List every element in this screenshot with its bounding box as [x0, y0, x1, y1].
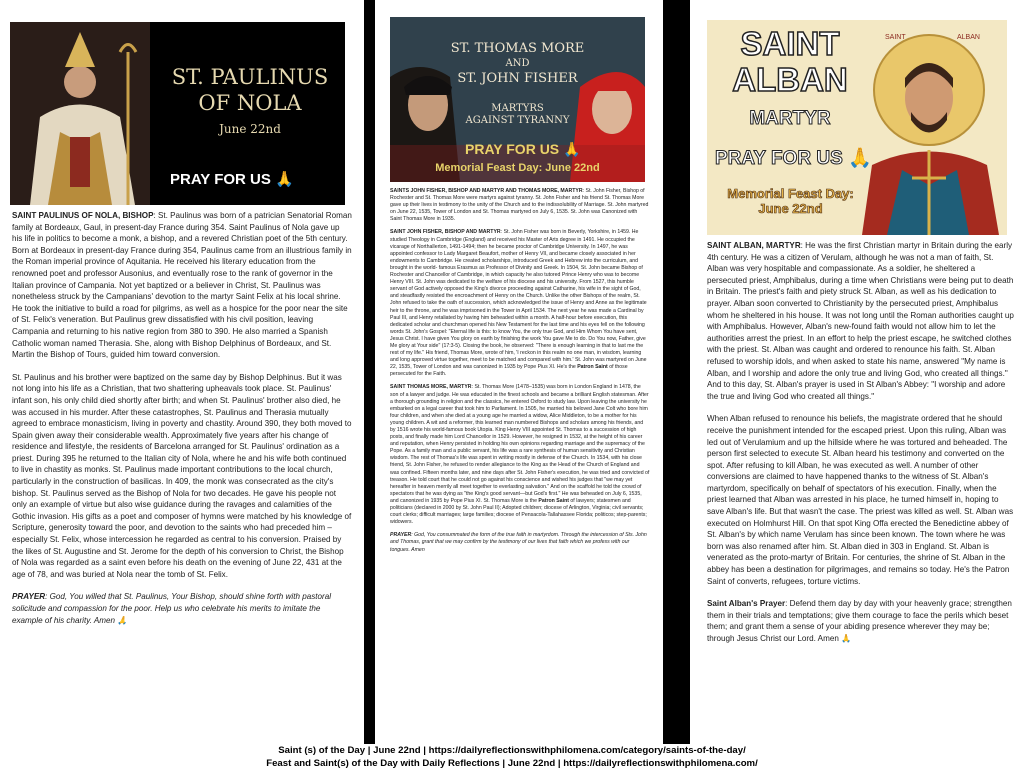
- more-fisher-prayer: [390, 532, 650, 553]
- pray-for-us-row: [715, 146, 915, 170]
- halo-inscription-right: ALBAN: [957, 34, 980, 41]
- banner-title-line1: SAINT: [740, 25, 840, 62]
- banner-feast-day: Memorial Feast Day: June 22nd: [435, 162, 600, 174]
- pray-for-us-row: [465, 141, 605, 158]
- alban-banner: [707, 20, 1007, 235]
- paulinus-heading: SAINT PAULINUS OF NOLA, BISHOP: [12, 211, 154, 220]
- alban-para1-body: : He was the first Christian martyr in Britain during the early 4th century. He was a citizen of Verulam, although he was not a man of faith, St. Alban was very hospitable and compassionate. As a soldier, he sheltered a persecuted priest, Amphibalus, during a time when Christians were being put to death in Britain. The priest's faith and piety struck St. Alban, as well as his dedication to prayer. Alban soon converted to Christianity by the persecuted priest, Amphibalus whom he sheltered in his house. It was not long until the Roman authorities caught up with Amphibalus. However, Alban's new-found faith would not allow him to let the authorities arrest the priest. In an effort to help the priest escape, he switched clothes with the priest. St. Alban was caught and ordered to renounce his faith. St. Alban refused to worship idols, and when asked to state his name, answered "My name is Alban, and I worship and adore the only true and living God, who created all things." And to this day, St. Alban's prayer is used in St Alban's Abbey: "I worship and adore the true and living God who created all things.": [707, 241, 1014, 401]
- footer-line2: Feast and Saint(s) of the Day with Daily Reflections | June 22nd | https://dailyreflectionswithphilomena.com/: [266, 758, 758, 769]
- pray-for-us-row: [170, 170, 345, 188]
- banner-date: June 22nd: [219, 122, 281, 136]
- banner-title-line2: AND: [505, 58, 530, 69]
- intro-heading: SAINTS JOHN FISHER, BISHOP AND MARTYR AND THOMAS MORE, MARTYR: [390, 188, 583, 194]
- more-fisher-banner: [390, 17, 645, 182]
- alban-text: [707, 240, 1015, 656]
- paulinus-para1-body: : St. Paulinus was born of a patrician Senatorial Roman family at Bordeaux, Gaul, in present-day France during 354. Saint Paulinus of Nola gave up his life in politics to become a monk, a bishop, and a revered Christian poet of the 5th century. Born at Bordeaux in present-day France during 354, Paulinus came from an illustrious family in the Roman imperial province of Aquitania. He received his literary education from the renowned poet and professor Ausonius, and eventually rose to the rank of governor in the Italian province of Campania. Not yet baptized or a believer in Christ, St. Paulinus was nonetheless struck by the Campanians' devotion to the martyr Saint Felix at his local shrine. He took the initiative to build a road for pilgrims, as well as a hospice for the poor near the site of St. Felix's veneration. But Paulinus grew dissatisfied with his civil position, leaving Campania and returning to his native region from 380 to 390. He also married a Spanish Catholic woman named Therasia. She, along with Bishop Delphinus of Bordeaux, and St. Martin the Bishop of Tours, guided him toward conversion.: [12, 211, 352, 360]
- pray-for-us-text: PRAY FOR US: [715, 148, 843, 169]
- more-fisher-prayer-body: : God, You consummated the form of the true faith in martyrdom. Through the intercession of Sts. John and Thomas, grant that we may confirm by the testimony of our lives that faith which we profess with our tongues. Amen: [390, 532, 647, 553]
- john-fisher-body: : St. John Fisher was born in Beverly, Yorkshire, in 1459. He studied Theology in Cambridge (England) and received his Master of Arts degree in 1491. He occupied the vicarage of Northallerton, 1491-1494; then he became proctor of Cambridge University. In 1497, he was appointed confessor to Lady Margaret Beaufort, mother of Henry VII, and became closely associated in her endowments to Cambridge. He created scholarships, introduced Greek and Hebrew into the curriculum, and brought in the world- famous Erasmus as Professor of Divinity and Greek. In 1504, St. John became Bishop of Rochester and Chancellor of Cambridge, in which capacity he also tutored Prince Henry who was to become Henry VIII. St. John was dedicated to the welfare of his diocese and his university. From 1527, this humble servant of God actively opposed the King's divorce proceeding against Catharine, his wife in the sight of God, and steadfastly resisted the encroachment of Henry on the Church. Unlike the other Bishops of the realm, St. John refused to take the oath of succession, which acknowledged the issue of Henry and Anne as the legitimate heir to the throne, and he was imprisoned in the Tower in April 1534. The next year he was made a Cardinal by Paul III, and Henry retaliated by having him beheaded within a month. A half-hour before execution, this dedicated scholar and churchman opened his New Testament for the last time and his eyes fell on the following words St. John's Gospel: "Eternal life is this: to know You, the only true God, and Him Whom You have sent, Jesus Christ. I have given You glory on earth by finishing the work You gave Me to do. Do You now, Father, give Me glory at Your side" (17:3-5). Closing the book, he observed: "There is enough learning in that to last me the rest of my life." His friend, Thomas More, wrote of him, 'I reckon in this realm no one man, in wisdom, learning and long approved virtue together, meet to be matched and compared with him.' St. John was martyred on June 22, 1535, Tower of London and was canonized in 1935 by Pope Pius XI. He's the: [390, 229, 647, 371]
- praying-hands-icon: 🙏: [848, 148, 872, 169]
- john-fisher-end: of those persecuted for the Faith.: [390, 364, 628, 378]
- prayer-label: PRAYER: [390, 532, 412, 539]
- footer-caption: [0, 744, 1024, 773]
- paulinus-para1: [12, 210, 352, 361]
- pray-for-us-text: PRAY FOR US: [170, 171, 271, 188]
- intro-body: : St. John Fisher, Bishop of Rochester and St. Thomas More were martyrs against tyranny. St. John Fisher and his friend St. Thomas More gave up their lives in testimony to the unity of the Church and to the indissolubility of Marriage. St. John martyred on June 22, 1535, Tower of London and St. Thomas martyred on July 6, 1535. St. John was Canonized with Saint Thomas More in 1935.: [390, 188, 649, 223]
- pray-for-us-text: PRAY FOR US: [465, 141, 560, 157]
- banner-title-line1: ST. PAULINUS: [171, 65, 329, 89]
- banner-title-line2: OF NOLA: [198, 91, 302, 115]
- alban-heading: SAINT ALBAN, MARTYR: [707, 241, 801, 250]
- panel-st-alban: [690, 0, 1024, 744]
- praying-hands-icon: 🙏: [275, 171, 294, 188]
- paulinus-para2: St. Paulinus and his brother were baptized on the same day by Bishop Delphinus. But it was not long into his life as a Christian, that two shattering upheavals took place. St. Paulinus' infant son, his only child died shortly after birth; and when St. Paulinus' brother also died, he was accused in his murder. After these catastrophes, St. Paulinus and Therasia mutually agreed to embrace monasticism, living in poverty and chastity. Around 390, they both moved to Spain given away their considerable wealth. Approximately five years after his change of residence and lifestyle, the residents of Barcelona arranged for St. Paulinus' ordination as a priest. During 395 he returned to the Italian city of Nola, where he and his wife both continued to live in chastity as monks. St. Paulinus made important contributions to the local church, particularly in the construction of basilicas. In 409, the monk was consecrated as the city's bishop. St. Paulinus served as the Bishop of Nola for two decades. He gave his people not only an example of virtue but also wise guidance during the ravages and calamities of the Gothic invasion. His gifts as a poet and composer of hymns were matched by his knowledge of Scripture, generosity toward the poor, and devotion to the saints who had preceded him – especially St. Felix, whose intercession he regarded as central to his conversion. Praised by the likes of St. Augustine and St. Jerome for the depth of his conversion to Christ, the Bishop of Nola was regarded as a saint even before his death on the evening of June 22, 431 at the age of 78, and was buried at Nola near the tomb of St. Felix.: [12, 372, 352, 579]
- thomas-more-body: : St. Thomas More (1478–1535) was born in London England in 1478, the son of a lawyer and judge. He was educated in the finest schools and became a brilliant English statesman. After a thorough grounding in religion and the classics, he entered Oxford to study law. Upon leaving the university he embarked on a legal career that took him to Parliament. In 1505, he married his beloved Jane Colt who bore him four children, and when she died at a young age he married a widow, Alice Middleton, to be a mother for his young children. A wit and a reformer, this learned man numbered Bishops and scholars among his friends, and by 1516 wrote his world-famous book Utopia. King Henry VIII appointed St. Thomas to a succession of high posts, and finally made him Lord Chancellor in 1529. However, he resigned in 1532, at the height of his career and reputation, when Henry persisted in holding his own opinions regarding marriage and the supremacy of the Pope. As a family man and a public servant, his life was a rare synthesis of human sensitivity and Christian wisdom. The rest of Thomas's life was spent in writing mostly in defense of the Church. In 1534, with his close friend, St. John Fisher, he refused to render allegiance to the King as the Head of the Church of England and was confined. Fifteen months later, and nine days after St. John Fisher's execution, he was tried and convicted of treason. He told court that he could not go against his conscience and wished his judges that "we may yet hereafter in heaven merrily all meet together to everlasting salvation." And on the scaffold he told the crowd of spectators that he was dying as "the King's good servant—but God's first." He was beheaded on July 6, 1535, and canonized in 1935 by Pope Pius XI. St. Thomas More is the: [390, 384, 650, 504]
- prayer-label: Saint Alban's Prayer: [707, 599, 786, 609]
- paulinus-text: [12, 210, 352, 637]
- praying-hands-icon: 🙏: [841, 634, 852, 643]
- praying-hands-icon: 🙏: [563, 141, 581, 157]
- alban-prayer: [707, 598, 1015, 644]
- banner-title-line1: ST. THOMAS MORE: [450, 41, 585, 56]
- panel-st-paulinus: [0, 0, 364, 744]
- more-fisher-text: [390, 188, 650, 560]
- praying-hands-icon: 🙏: [117, 615, 128, 625]
- banner-title-line3: ST. JOHN FISHER: [457, 71, 578, 86]
- banner-subtitle-line1: MARTYRS: [491, 103, 544, 114]
- banner-martyr: MARTYR: [749, 108, 831, 129]
- thomas-more-end: of lawyers; statesmen and politicians (declared in 2000 by St. John Paul II); Adopted children; diocese of Arlington, Virginia; civil servants; court clerks; difficult marriages; large families; diocese of Pensacola-Tallahassee Florida; politicos; step-parents; widowers.: [390, 497, 647, 526]
- alban-para1: [707, 240, 1015, 402]
- banner-title-line2: ALBAN: [732, 61, 848, 98]
- thomas-more-para: [390, 384, 650, 526]
- john-fisher-para: [390, 229, 650, 378]
- paulinus-prayer-body: : God, You willed that St. Paulinus, Your Bishop, should shine forth with pastoral solicitude and compassion for the poor. Help us who celebrate his merits to imitate the example of his charity. Amen: [12, 592, 331, 625]
- footer-line1: Saint (s) of the Day | June 22nd | https://dailyreflectionswithphilomena.com/category/saints-of-the-day/: [278, 745, 746, 756]
- patron-saint-label: Patron Saint: [577, 364, 608, 371]
- banner-feast-line1: Memorial Feast Day:: [727, 186, 854, 201]
- banner-feast-line2: June 22nd: [758, 201, 823, 216]
- prayer-label: PRAYER: [12, 592, 46, 602]
- alban-prayer-body: : Defend them day by day with your heavenly grace; strengthen them in their trials and temptations; give them courage to face the perils which beset them; and grant them a sense of your abiding presence wherever they may be; through Jesus Christ our Lord. Amen: [707, 599, 1012, 643]
- alban-para2: When Alban refused to renounce his beliefs, the magistrate ordered that he should receive the punishment intended for the escaped priest. Upon this ruling, Alban was led out of Verulamium and up the hillside where he was tortured and beheaded. The person first selected to execute St. Alban heard his testimony and converted on the spot. After refusing to kill Alban, he was executed as well. A number of other conversions are claimed to have happened thanks to the witness of St. Alban's martyrdom, specifically on behalf of spectators of his execution. Finally, when the priest learned that Alban was arrested in his place, he turned himself in, hoping to save Alban's life. But that wasn't the case. The priest was killed as well. St. Alban was executed on Holmhurst Hill. On that spot King Offa erected the Benedictine abbey of St. Alban's by which name Verulam has since been known. The town where he was born was also renamed after him. St. Alban died in 303 in England. St. Alban is venerated as the proto-martyr of Britain. For centuries, the shrine of St. Alban in the abbey has been a destination for pilgrimages, and remains so today. He's the Patron Saint of converts, refugees, torture victims.: [707, 414, 1014, 586]
- more-fisher-intro: [390, 188, 650, 223]
- thomas-more-heading: SAINT THOMAS MORE, MARTYR: [390, 384, 472, 391]
- paulinus-prayer: [12, 591, 352, 626]
- john-fisher-heading: SAINT JOHN FISHER, BISHOP AND MARTYR: [390, 229, 501, 236]
- paulinus-banner: [10, 22, 345, 205]
- halo-inscription-left: SAINT: [885, 34, 906, 41]
- patron-saint-label: Patron Saint: [538, 497, 569, 504]
- banner-subtitle-line2: AGAINST TYRANNY: [465, 115, 570, 126]
- panel-more-fisher: [375, 0, 663, 744]
